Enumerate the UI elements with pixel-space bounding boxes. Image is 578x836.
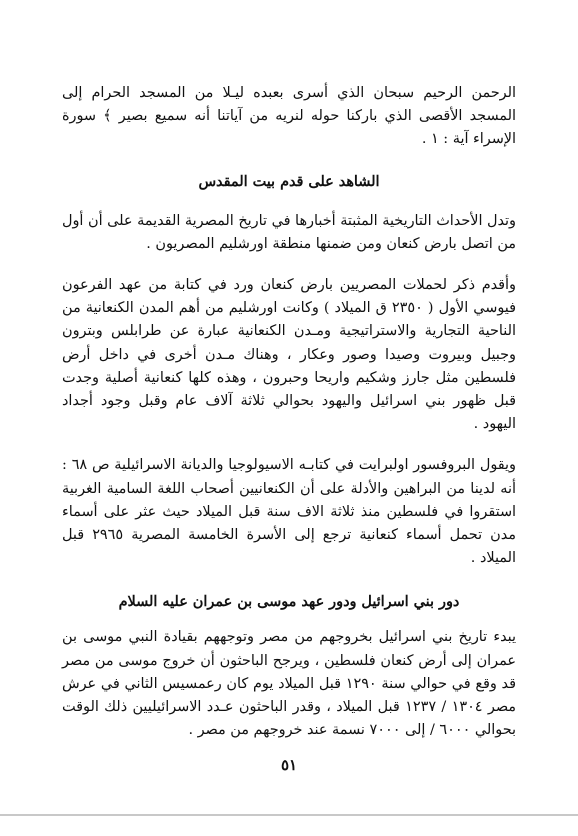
paragraph-albright-quote: ويقول البروفسور اولبرايت في كتابـه الاسيولوجيا والديانة الاسرائيلية ص ٦٨ : أنه لدينا من البراهين والأدلة على أن الكنعانيين أصحاب اللغة السامية الغربية استقروا في فلسطين منذ ثلاثة الاف سنة قبل الميلاد حيث عثر على أسماء مدن تحمل أسماء كنعانية ترجع إلى الأسرة الخامسة المصرية ٢٩٦٥ قبل الميلاد .	[62, 457, 516, 567]
section-heading-israel: دور بني اسرائيل ودور عهد موسى بن عمران عليه السلام	[118, 593, 460, 611]
paragraph-historical-events: وتدل الأحداث التاريخية المثبتة أخبارها في تاريخ المصرية القديمة على أن أول من اتصل بارض كنعان ومن ضمنها منطقة اورشليم المصريون .	[62, 212, 516, 252]
section-heading-witness: الشاهد على قدم بيت المقدس	[198, 172, 380, 190]
paragraph-exodus: يبدء تاريخ بني اسرائيل بخروجهم من مصر وتوجههم بقيادة النبي موسى بن عمران إلى أرض كنعان فلسطين ، ويرجح الباحثون أن خروج موسى من مصر قد وقع في حوالي سنة ١٢٩٠ قبل الميلاد يوم كان رعمسيس الثاني في عرش مصر ١٣٠٤ / ١٢٣٧ قبل الميلاد ، وقدر الباحثون عـدد الاسرائيليين ذلك الوقت بحوالي ٦٠٠٠ / إلى ٧٠٠٠ نسمة عند خروجهم من مصر .	[62, 629, 517, 739]
page-number: ٥١	[280, 756, 298, 774]
paragraph-egyptian-campaigns: وأقدم ذكر لحملات المصريين بارض كنعان ورد في كتابة من عهد الفرعون فيوسي الأول ( ٢٣٥٠ ق الميلاد ) وكانت اورشليم من أهم المدن الكنعانية من الناحية التجارية والاستراتيجية ومـدن الكنعانية عبارة عن طرابلس وبترون وجبيل وبيروت وصيدا وصور وعكار ، وهناك مـدن أخرى في داخل أرض فلسطين مثل جارز وشكيم واريحا وحبرون ، وهذه كلها كنعانية أصلية وجدت قبل ظهور بني اسرائيل واليهود بحوالي ثلاثة آلاف عام وقبل وجود أجداد اليهود .	[62, 277, 517, 433]
page-body	[62, 82, 516, 742]
quran-verse-paragraph: الرحمن الرحيم سبحان الذي أسرى بعبده ليـلا من المسجد الحرام إلى المسجد الأقصى الذي باركنا حوله لنريه من آياتنا أنه سميع بصير ﴾ سورة الإسراء آية : ١ .	[62, 85, 516, 148]
page-bottom-edge	[0, 814, 578, 836]
